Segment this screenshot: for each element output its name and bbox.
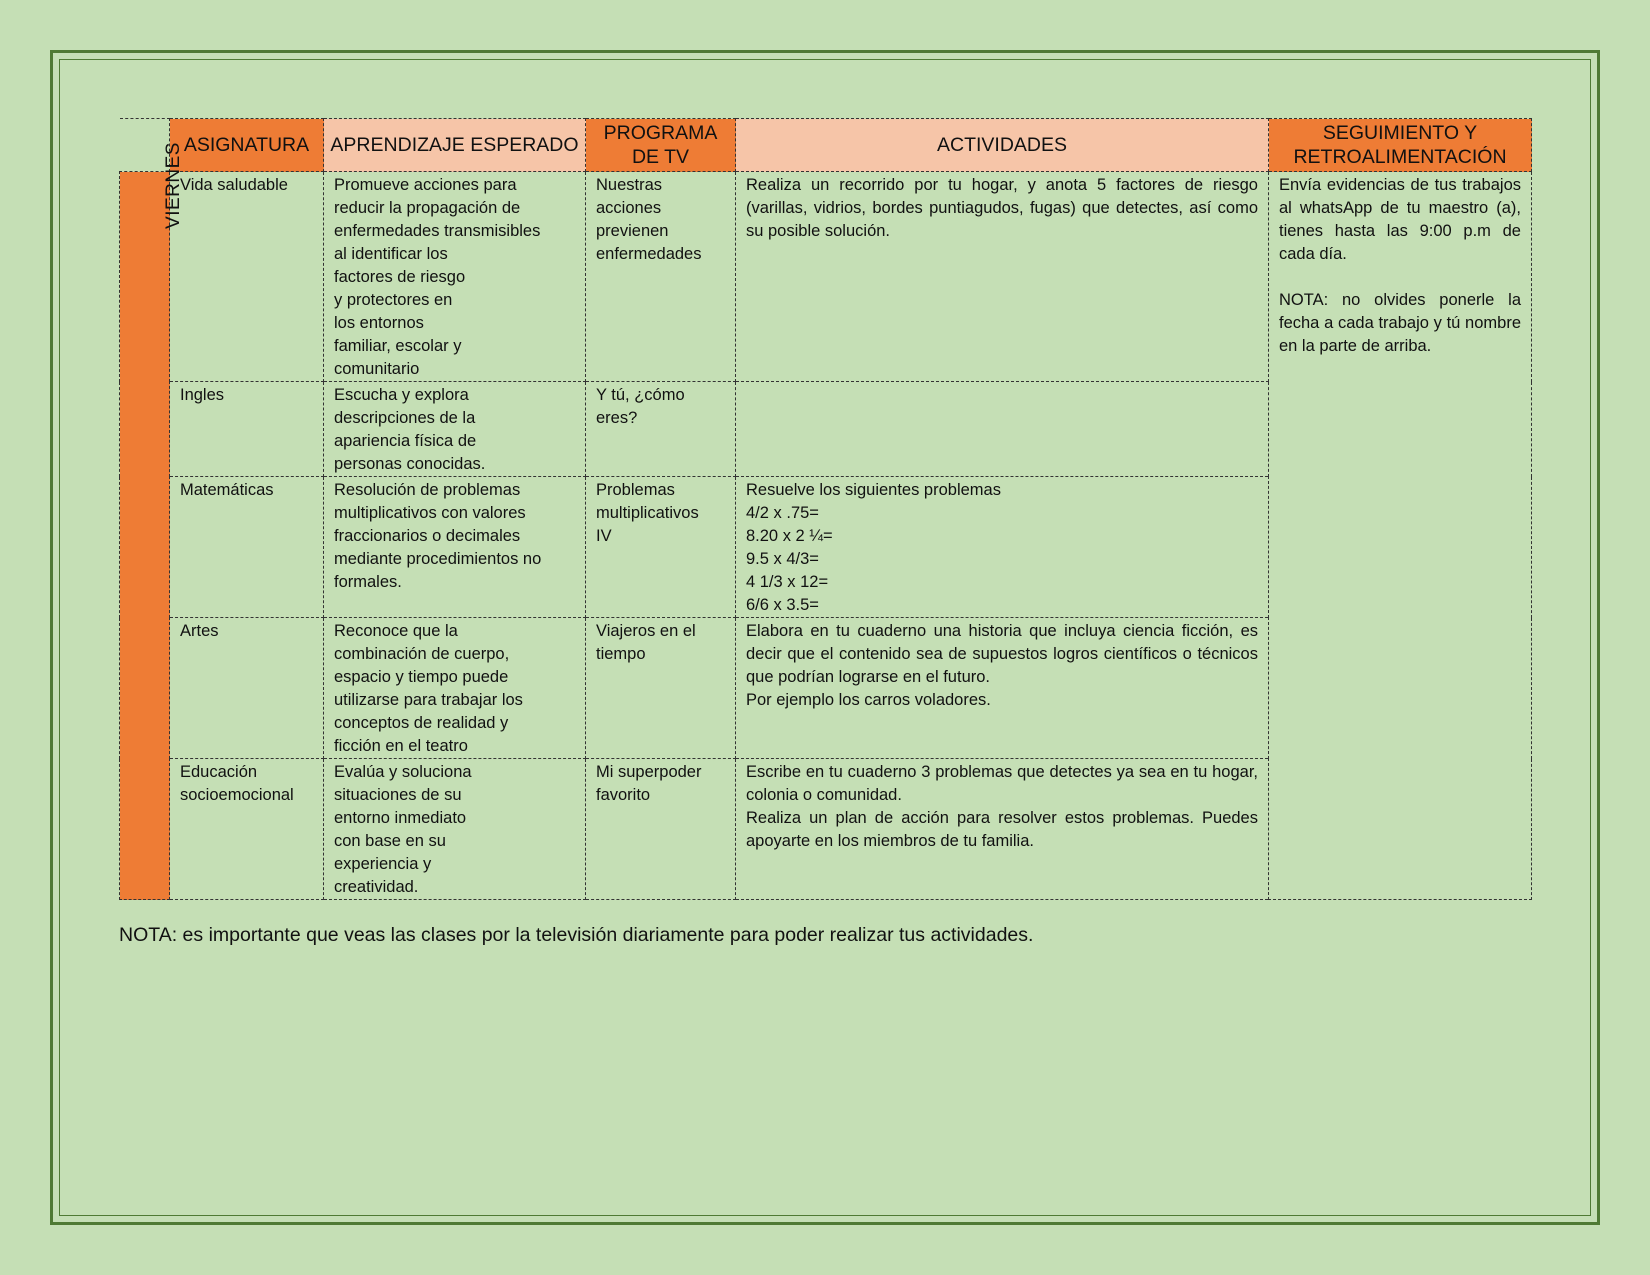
footer-note: NOTA: es importante que veas las clases por la televisión diariamente para poder realizar tus actividades. [119, 924, 1034, 946]
header-tv-program: PROGRAMA DE TV [586, 119, 736, 172]
table-header-row [120, 119, 1532, 172]
day-cell [120, 142, 184, 900]
subject-cell: Artes [170, 618, 324, 759]
tv-program-cell: Y tú, ¿cómo eres? [586, 382, 736, 477]
subject-cell: Matemáticas [170, 477, 324, 618]
activities-cell: Resuelve los siguientes problemas 4/2 x .75= 8.20 x 2 ¼= 9.5 x 4/3= 4 1/3 x 12= 6/6 x 3.5= [736, 477, 1269, 618]
learning-cell: Evalúa y soluciona situaciones de su entorno inmediato con base en su experiencia y creatividad. [324, 759, 586, 900]
subject-cell: Ingles [170, 382, 324, 477]
day-label: VIERNES [162, 142, 184, 229]
learning-cell: Reconoce que la combinación de cuerpo, espacio y tiempo puede utilizarse para trabajar los conceptos de realidad y ficción en el teatro [324, 618, 586, 759]
header-followup: SEGUIMIENTO Y RETROALIMENTACIÓN [1269, 119, 1532, 172]
activities-cell: Escribe en tu cuaderno 3 problemas que detectes ya sea en tu hogar, colonia o comunidad. Realiza un plan de acción para resolver estos problemas. Puedes apoyarte en los miembros de tu familia. [736, 759, 1269, 900]
header-activities: ACTIVIDADES [736, 119, 1269, 172]
subject-cell: Vida saludable [170, 172, 324, 382]
tv-program-cell: Problemas multiplicativos IV [586, 477, 736, 618]
header-learning: APRENDIZAJE ESPERADO [324, 119, 586, 172]
activities-table [119, 118, 1532, 900]
tv-program-cell: Mi superpoder favorito [586, 759, 736, 900]
table-row [120, 172, 1532, 382]
followup-cell [1269, 172, 1532, 900]
learning-cell: Escucha y explora descripciones de la apariencia física de personas conocidas. [324, 382, 586, 477]
activities-cell: Realiza un recorrido por tu hogar, y anota 5 factores de riesgo (varillas, vidrios, bordes puntiagudos, fugas) que detectes, así como su posible solución. [736, 172, 1269, 382]
followup-text: Envía evidencias de tus trabajos al whatsApp de tu maestro (a), tienes hasta las 9:00 p.m de cada día. NOTA: no olvides ponerle la fecha a cada trabajo y tú nombre en la parte de arriba. [1279, 176, 1521, 355]
subject-cell: Educación socioemocional [170, 759, 324, 900]
learning-cell: Resolución de problemas multiplicativos con valores fraccionarios o decimales mediante procedimientos no formales. [324, 477, 586, 618]
learning-cell: Promueve acciones para reducir la propagación de enfermedades transmisibles al identificar los factores de riesgo y protectores en los entornos familiar, escolar y comunitario [324, 172, 586, 382]
activities-cell: Elabora en tu cuaderno una historia que incluya ciencia ficción, es decir que el contenido sea de supuestos logros científicos o técnicos que podrían lograrse en el futuro. Por ejemplo los carros voladores. [736, 618, 1269, 759]
header-subject: ASIGNATURA [170, 119, 324, 172]
tv-program-cell: Nuestras acciones previenen enfermedades [586, 172, 736, 382]
tv-program-cell: Viajeros en el tiempo [586, 618, 736, 759]
activities-cell [736, 382, 1269, 477]
